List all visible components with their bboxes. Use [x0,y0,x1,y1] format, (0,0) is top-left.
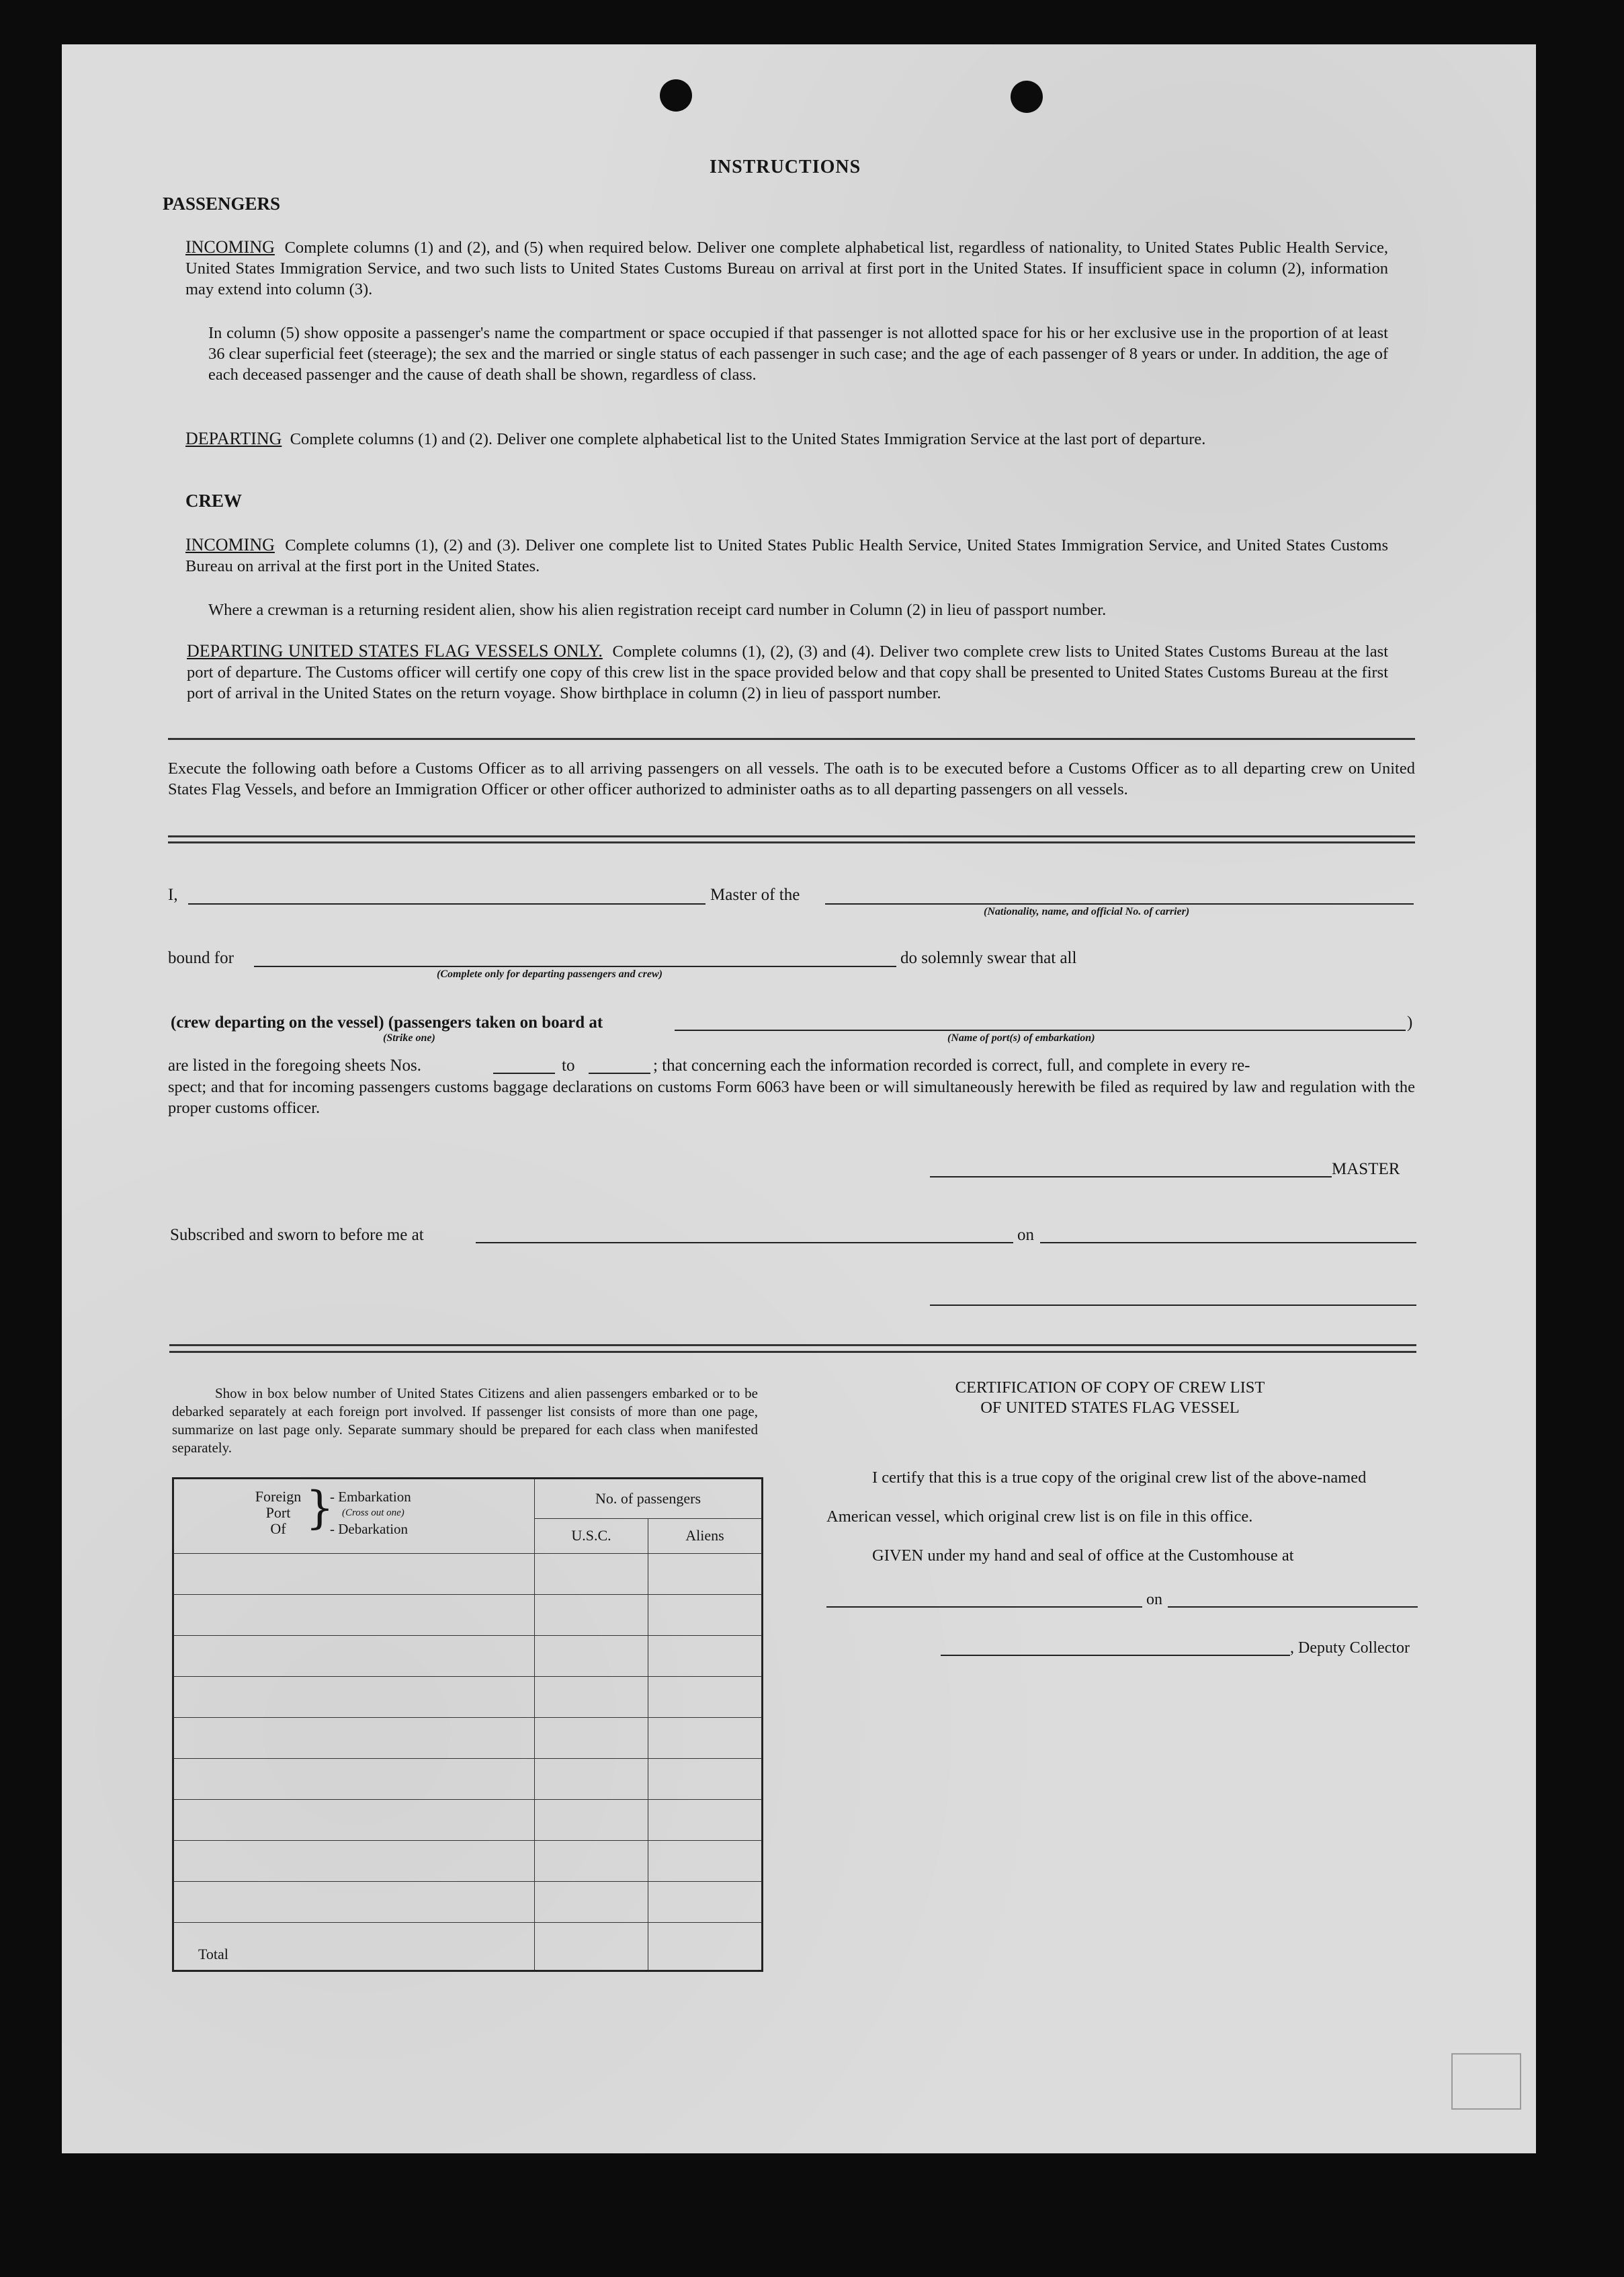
given-line: GIVEN under my hand and seal of office at the Customhouse at [872,1546,1294,1565]
foreign-port-header [173,1479,535,1554]
certification-title [814,1378,1406,1418]
close-paren: ) [1407,1013,1413,1032]
subscribed-label: Subscribed and sworn to before me at [170,1226,424,1244]
aliens-cell[interactable] [648,1759,763,1800]
crew-heading: CREW [185,491,243,511]
passengers-incoming-section [185,237,1388,300]
master-name-field[interactable] [188,903,706,905]
aliens-cell[interactable] [648,1595,763,1636]
table-header-row [173,1479,763,1519]
deputy-signature-field[interactable] [941,1655,1290,1656]
usc-header: U.S.C. [535,1518,648,1553]
aliens-cell[interactable] [648,1882,763,1923]
carrier-field[interactable] [825,903,1414,905]
table-row [173,1595,763,1636]
divider [168,835,1415,837]
divider [168,738,1415,740]
total-row [173,1923,763,1971]
usc-cell[interactable] [535,1595,648,1636]
of-label: Of [270,1520,286,1537]
port-cell[interactable] [173,1841,535,1882]
port-cell[interactable] [173,1595,535,1636]
master-label: MASTER [1332,1160,1400,1178]
sworn-date-field[interactable] [1040,1242,1416,1243]
divider [169,1351,1416,1353]
punch-hole [660,79,692,112]
aliens-cell[interactable] [648,1636,763,1677]
total-label: Total [173,1923,535,1971]
embarkation-ports-field[interactable] [675,1030,1406,1031]
customhouse-field[interactable] [826,1606,1142,1608]
strike-one-caption: (Strike one) [383,1032,435,1044]
usc-cell[interactable] [535,1759,648,1800]
usc-cell[interactable] [535,1554,648,1595]
certification-title-line2: OF UNITED STATES FLAG VESSEL [980,1399,1240,1417]
aliens-cell[interactable] [648,1554,763,1595]
port-cell[interactable] [173,1759,535,1800]
aliens-header: Aliens [648,1518,763,1553]
sworn-place-field[interactable] [476,1242,1013,1243]
usc-cell[interactable] [535,1800,648,1841]
port-cell[interactable] [173,1800,535,1841]
passengers-departing-label: DEPARTING [185,429,282,448]
oath-i-label: I, [168,886,178,904]
table-row [173,1841,763,1882]
aliens-cell[interactable] [648,1677,763,1718]
table-row [173,1718,763,1759]
cert-on-label: on [1146,1591,1162,1608]
debarkation-label: - Debarkation [330,1521,409,1537]
passengers-departing-text: Complete columns (1) and (2). Deliver one complete alphabetical list to the United States Immigration Service at the last port of departure. [290,430,1206,448]
aliens-total-cell[interactable] [648,1923,763,1971]
swear-label: do solemnly swear that all [900,949,1077,967]
brace-glyph: } [306,1482,334,1534]
crew-incoming-text: Complete columns (1), (2) and (3). Deliver one complete list to United States Public Health Service, United States Immigration Service, and United States Customs Bureau on arrival at the first port in the United States. [185,536,1388,575]
ports-caption: (Name of port(s) of embarkation) [947,1032,1095,1044]
bound-for-label: bound for [168,949,234,967]
certify-line1: I certify that this is a true copy of the original crew list of the above-named [872,1468,1367,1487]
summary-instructions: Show in box below number of United States Citizens and alien passengers embarked or to be debarked separately at each foreign port involved. If passenger list consists of more than one page, summarize on last page only. Separate summary should be prepared for each class when manifested separately. [172,1385,758,1456]
port-cell[interactable] [173,1554,535,1595]
certify-line2: American vessel, which original crew list is on file in this office. [826,1507,1253,1526]
aliens-cell[interactable] [648,1718,763,1759]
usc-cell[interactable] [535,1636,648,1677]
sheet-to-field[interactable] [589,1073,650,1074]
usc-total-cell[interactable] [535,1923,648,1971]
divider [168,841,1415,843]
cross-out-label: (Cross out one) [342,1507,404,1518]
table-row [173,1554,763,1595]
crew-departing-label: DEPARTING UNITED STATES FLAG VESSELS ONLY. [187,641,603,661]
embarkation-label: - Embarkation [330,1489,411,1505]
crew-departing-text: Complete columns (1), (2), (3) and (4). Deliver two complete crew lists to United States Customs Bureau at the last port of departure. The Customs officer will certify one copy of this crew list in the space provided below and that copy shall be presented to United States Customs Bureau at the first port of arrival in the United States on the return voyage. Show birthplace in column (2) in lieu of passport number. [187,643,1388,702]
page-title: INSTRUCTIONS [710,157,861,177]
passengers-incoming-label: INCOMING [185,237,275,257]
table-row [173,1677,763,1718]
crew-incoming-section [185,534,1388,577]
table-row [173,1800,763,1841]
carrier-caption: (Nationality, name, and official No. of carrier) [984,906,1190,917]
crew-departing-section [187,640,1388,704]
crew-incoming-label: INCOMING [185,535,275,554]
usc-cell[interactable] [535,1882,648,1923]
crew-passengers-label: (crew departing on the vessel) (passengers taken on board at [171,1013,603,1032]
no-passengers-header: No. of passengers [535,1479,763,1519]
listed-rest-text: spect; and that for incoming passengers customs baggage declarations on customs Form 6063 have been or will simultaneously herewith be filed as required by law and regulation with the proper customs officer. [168,1078,1415,1117]
bound-for-caption: (Complete only for departing passengers and crew) [437,968,663,980]
port-cell[interactable] [173,1882,535,1923]
port-cell[interactable] [173,1677,535,1718]
table-row [173,1636,763,1677]
passengers-departing-section [185,428,1388,450]
bound-for-field[interactable] [254,966,896,967]
sworn-on-label: on [1017,1226,1034,1244]
passengers-incoming-text: Complete columns (1) and (2), and (5) when required below. Deliver one complete alphabetical list, regardless of nationality, to United States Public Health Service, United States Immigration Service, and two such lists to United States Customs Bureau on arrival at first port in the United States. If insufficient space in column (2), information may extend into column (3). [185,239,1389,298]
master-signature-field[interactable] [930,1176,1332,1177]
listed-to-label: to [562,1057,575,1075]
table-row [173,1882,763,1923]
port-label: Port [265,1504,291,1521]
passenger-summary-table [172,1477,763,1972]
usc-cell[interactable] [535,1677,648,1718]
divider [169,1344,1416,1346]
officer-signature-field[interactable] [930,1305,1416,1306]
usc-cell[interactable] [535,1718,648,1759]
table-row [173,1759,763,1800]
aliens-cell[interactable] [648,1841,763,1882]
usc-cell[interactable] [535,1841,648,1882]
port-cell[interactable] [173,1636,535,1677]
port-cell[interactable] [173,1718,535,1759]
crew-alien-note: Where a crewman is a returning resident alien, show his alien registration receipt card number in Column (2) in lieu of passport number. [208,601,1107,619]
punch-hole [1011,81,1043,113]
listed-label: are listed in the foregoing sheets Nos. [168,1057,421,1075]
master-of-label: Master of the [710,886,800,904]
certification-title-line1: CERTIFICATION OF COPY OF CREW LIST [955,1378,1265,1397]
sheet-from-field[interactable] [493,1073,555,1074]
faint-stamp-box [1451,2053,1521,2110]
cert-date-field[interactable] [1168,1606,1418,1608]
aliens-cell[interactable] [648,1800,763,1841]
deputy-collector-label: , Deputy Collector [1290,1639,1410,1657]
column5-instructions: In column (5) show opposite a passenger's name the compartment or space occupied if that passenger is not allotted space for his or her exclusive use in the proportion of at least 36 clear superficial feet (steerage); the sex and the married or single status of each passenger in such case; and the age of each passenger of 8 years or under. In addition, the age of each deceased passenger and the cause of death shall be shown, regardless of class. [208,324,1388,384]
oath-intro: Execute the following oath before a Customs Officer as to all arriving passengers on all vessels. The oath is to be executed before a Customs Officer as to all departing crew on United States Flag Vessels, and before an Immigration Officer or other officer authorized to administer oaths as to all departing passengers on all vessels. [168,759,1415,798]
listed-text: ; that concerning each the information recorded is correct, full, and complete in every re- [653,1057,1250,1075]
passengers-heading: PASSENGERS [163,194,281,214]
foreign-label: Foreign [255,1488,302,1505]
